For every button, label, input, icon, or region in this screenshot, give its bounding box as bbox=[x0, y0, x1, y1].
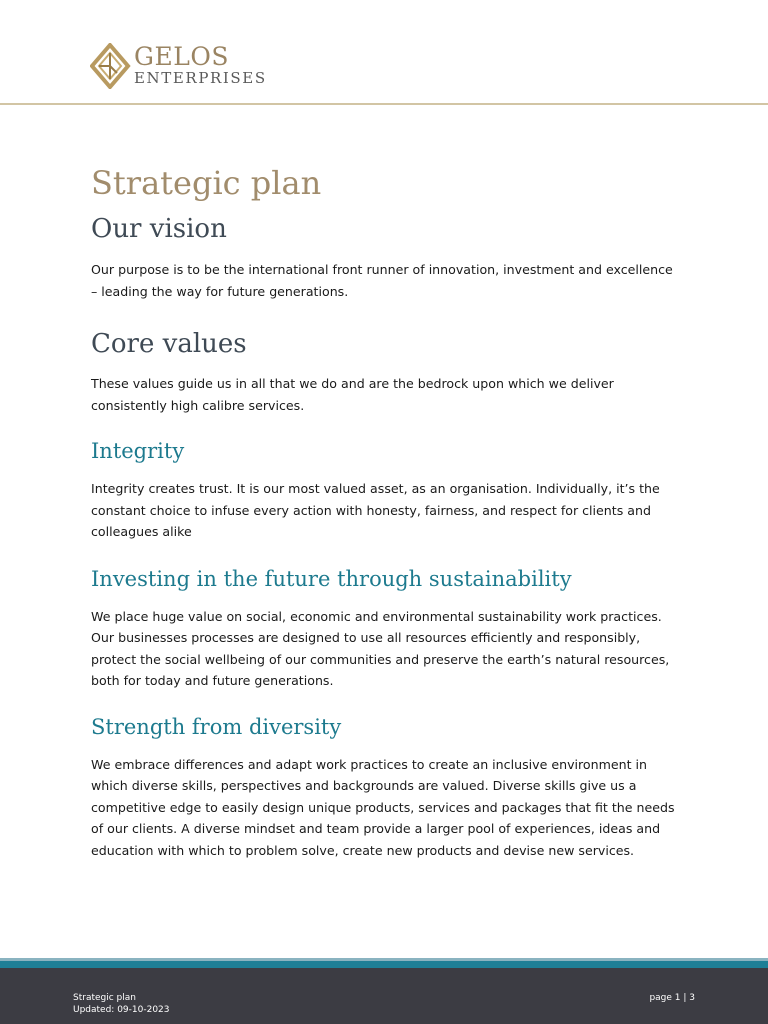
core-values-intro: These values guide us in all that we do and are the bedrock upon which we deliver consistently high calibre services. bbox=[91, 376, 614, 413]
logo-name: GELOS bbox=[134, 42, 229, 71]
document-title: Strategic plan bbox=[91, 164, 322, 202]
footer-bar bbox=[0, 968, 768, 1024]
document-body bbox=[91, 160, 681, 861]
integrity-heading: Integrity bbox=[91, 439, 185, 463]
footer-doc-name: Strategic plan bbox=[73, 993, 136, 1003]
diversity-text: We embrace differences and adapt work practices to create an inclusive environment in which diverse skills, perspectives and backgrounds are valued. Diverse skills give us a competitive edge to easily design unique products, services and packages that fit the needs of our clients. A diverse mindset and team provide a larger pool of experiences, ideas and education with which to problem solve, create new products and devise new services. bbox=[91, 756, 675, 858]
header-divider bbox=[0, 103, 768, 105]
diamond-logo-icon bbox=[90, 43, 132, 89]
diversity-heading: Strength from diversity bbox=[91, 714, 342, 739]
core-values-heading: Core values bbox=[91, 329, 247, 359]
page-footer bbox=[0, 958, 768, 1024]
vision-heading: Our vision bbox=[91, 214, 227, 244]
footer-updated-date: Updated: 09-10-2023 bbox=[73, 1005, 170, 1015]
page-header bbox=[0, 0, 768, 106]
company-logo bbox=[90, 43, 267, 89]
logo-subtitle: ENTERPRISES bbox=[134, 69, 267, 87]
vision-text: Our purpose is to be the international front runner of innovation, investment and excellence – leading the way for future generations. bbox=[91, 262, 673, 299]
footer-doc-info bbox=[73, 992, 170, 1016]
sustainability-heading: Investing in the future through sustainability bbox=[91, 566, 572, 591]
footer-page-number: page 1 | 3 bbox=[649, 993, 695, 1003]
footer-stripe bbox=[0, 961, 768, 968]
integrity-text: Integrity creates trust. It is our most valued asset, as an organisation. Individually, it’s the constant choice to infuse every action with honesty, fairness, and respect for clients and colleagues alike bbox=[91, 481, 660, 539]
sustainability-text: We place huge value on social, economic and environmental sustainability work practices. Our businesses processes are designed to use all resources efficiently and responsibly, protect the social wellbeing of our communities and preserve the earth’s natural resources, both for today and future generations. bbox=[91, 608, 670, 688]
